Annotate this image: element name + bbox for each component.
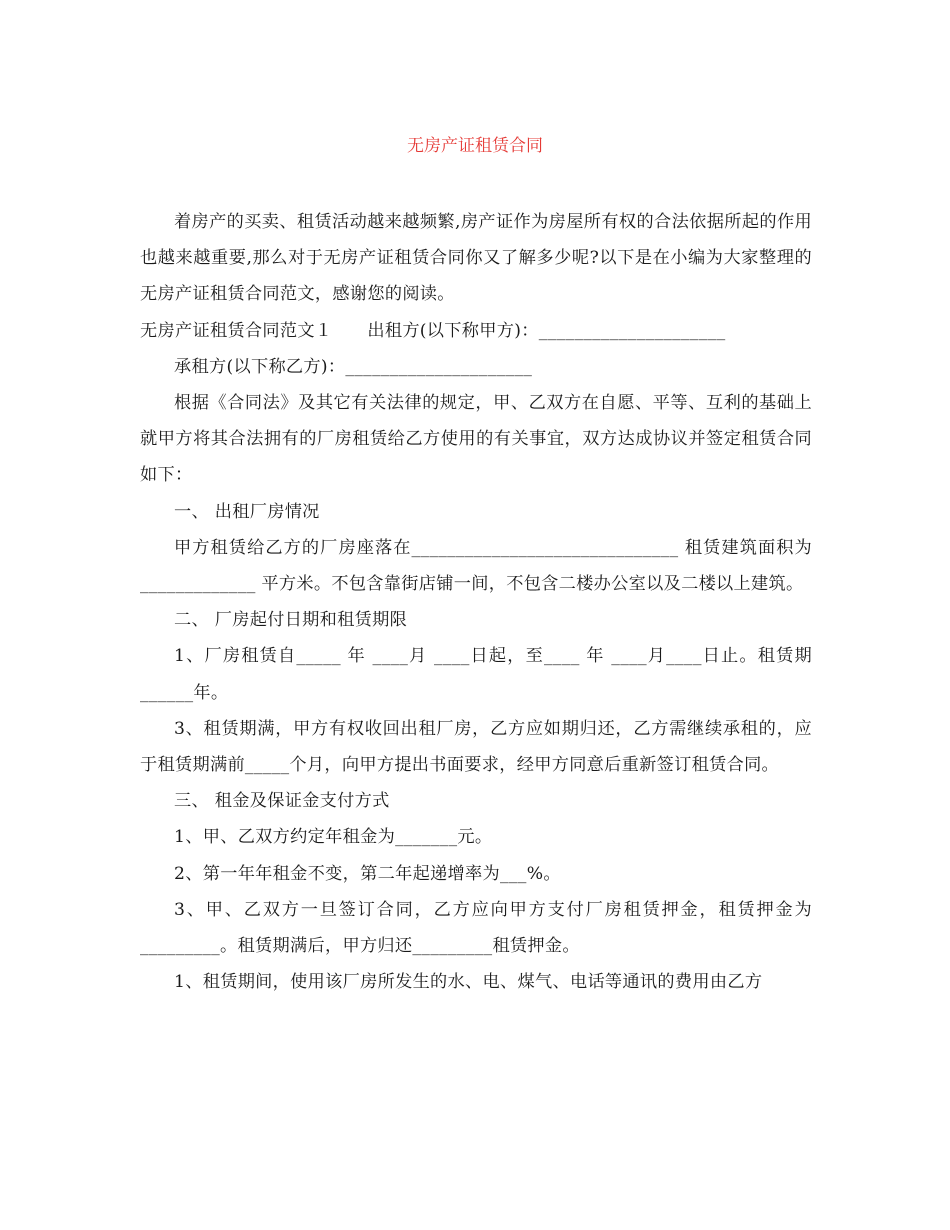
- factory-location-paragraph: 甲方租赁给乙方的厂房座落在______________________________ 租赁建筑面积为_____________ 平方米。不包含靠街店铺一间，不包含二楼办公室以及二楼以上建筑。: [140, 537, 812, 595]
- preamble-paragraph: 根据《合同法》及其它有关法律的规定，甲、乙双方在自愿、平等、互利的基础上就甲方将其合法拥有的厂房租赁给乙方使用的有关事宜，双方达成协议并签定租赁合同如下：: [140, 393, 812, 486]
- lessee-line: 承租方(以下称乙方)：_____________________: [174, 356, 533, 377]
- section-heading-2: 二、 厂房起付日期和租赁期限: [174, 610, 408, 631]
- annual-rent-paragraph: 1、甲、乙双方约定年租金为_______元。: [174, 827, 493, 848]
- utilities-paragraph: 1、租赁期间，使用该厂房所发生的水、电、煤气、电话等通讯的费用由乙方: [174, 972, 763, 993]
- lessor-line: 无房产证租赁合同范文１ 出租方(以下称甲方)：_____________________: [140, 320, 726, 341]
- deposit-paragraph: 3、甲、乙双方一旦签订合同，乙方应向甲方支付厂房租赁押金，租赁押金为_________。租赁期满后，甲方归还_________租赁押金。: [140, 899, 812, 957]
- section-heading-1: 一、 出租厂房情况: [174, 501, 320, 522]
- intro-paragraph: 着房产的买卖、租赁活动越来越频繁,房产证作为房屋所有权的合法依据所起的作用也越来越重要,那么对于无房产证租赁合同你又了解多少呢?以下是在小编为大家整理的无房产证租赁合同范文，感谢您的阅读。: [140, 212, 812, 305]
- rent-increase-paragraph: 2、第一年年租金不变，第二年起递增率为___%。: [174, 863, 561, 884]
- lease-renewal-paragraph: 3、租赁期满，甲方有权收回出租厂房，乙方应如期归还，乙方需继续承租的，应于租赁期满前_____个月，向甲方提出书面要求，经甲方同意后重新签订租赁合同。: [140, 718, 812, 776]
- section-heading-3: 三、 租金及保证金支付方式: [174, 791, 390, 812]
- document-body: [140, 204, 812, 1000]
- document-title: 无房产证租赁合同: [407, 136, 543, 156]
- lease-term-paragraph: 1、厂房租赁自_____ 年 ____月 ____日起，至____ 年 ____月____日止。租赁期______年。: [140, 646, 812, 703]
